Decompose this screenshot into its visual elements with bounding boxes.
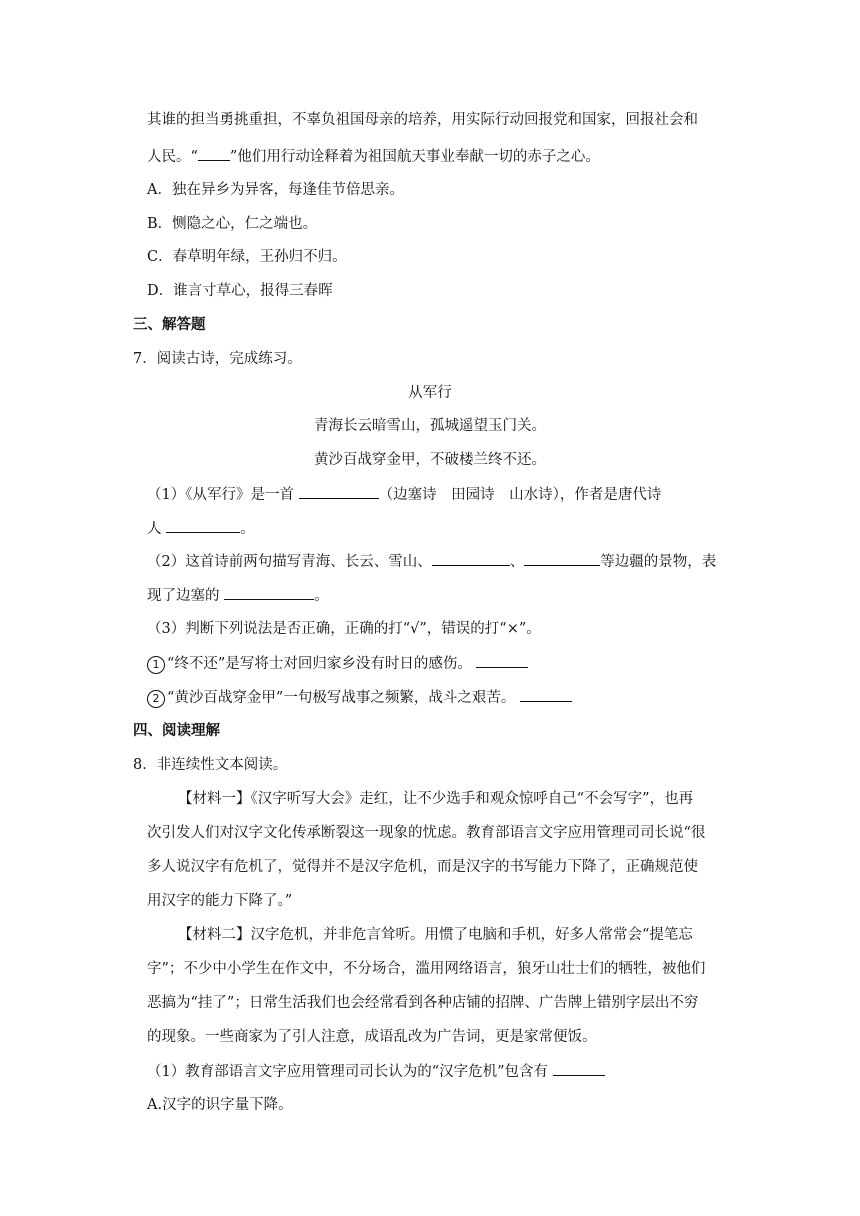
q6-line2 (147, 146, 600, 167)
section4-title: 四、阅读理解 (133, 723, 220, 739)
q7-part1-text-a: （1）《从军行》是一首 (147, 487, 299, 503)
material2-line3: 恶搞为“挂了”；日常生活我们也会经常看到各种店铺的招牌、广告牌上错别字层出不穷 (147, 995, 699, 1011)
judge-item-2 (147, 687, 572, 708)
q7-part2-line2 (147, 585, 329, 606)
q7-part2-line1 (147, 551, 716, 572)
material1-line2: 次引发人们对汉字文化传承断裂这一现象的忧虑。教育部语言文字应用管理司司长说“很 (147, 825, 706, 841)
q6-option-a[interactable]: A．独在异乡为异客，每逢佳节倍思亲。 (147, 182, 404, 198)
q6-line2-end: ”他们用行动诠释着为祖国航天事业奉献一切的赤子之心。 (229, 149, 600, 165)
q7-part2-text-a: （2）这首诗前两句描写青海、长云、雪山、 (147, 554, 432, 570)
q6-option-d[interactable]: D．谁言寸草心，报得三春晖 (147, 283, 333, 299)
q7-part1-line1 (147, 484, 661, 505)
q7-part1-text-c: 人 (147, 521, 167, 537)
material1-line4: 用汉字的能力下降了。” (147, 893, 293, 909)
q8-sub1-blank[interactable] (553, 1061, 605, 1076)
author-blank[interactable] (166, 518, 240, 533)
q8-sub1-text: （1）教育部语言文字应用管理司司长认为的“汉字危机”包含有 (147, 1064, 553, 1080)
q7-part2-text-d: 现了边塞的 (147, 588, 225, 604)
q7-part3-stem: （3）判断下列说法是否正确，正确的打“√”，错误的打“×”。 (147, 621, 541, 637)
judge-item-1 (147, 653, 528, 674)
q6-option-b[interactable]: B．恻隐之心，仁之端也。 (147, 216, 318, 232)
q7-part1-line2 (147, 518, 255, 539)
scenery-blank-2[interactable] (524, 551, 600, 566)
judge-blank-2[interactable] (520, 687, 572, 702)
q6-answer-blank[interactable] (198, 146, 230, 161)
q8-sub1 (147, 1061, 605, 1082)
judge-item-1-text: “终不还”是写将士对回归家乡没有时日的感伤。 (167, 656, 477, 672)
poem-line1: 青海长云暗雪山，孤城遥望玉门关。 (314, 418, 546, 434)
q6-line2-start: 人民。“ (147, 149, 198, 165)
q7-part1-text-b: （边塞诗 田园诗 山水诗），作者是唐代诗 (378, 487, 662, 503)
judge-item-2-text: “黄沙百战穿金甲”一句极写战事之频繁，战斗之艰苦。 (167, 690, 520, 706)
q7-part1-text-d: 。 (240, 521, 255, 537)
material2-line2: 字”；不少中小学生在作文中，不分场合，滥用网络语言，狼牙山壮士们的牺牲，被他们 (147, 961, 706, 977)
judge-blank-1[interactable] (476, 653, 528, 668)
q7-part2-text-c: 等边疆的景物，表 (600, 554, 717, 570)
section3-title: 三、解答题 (133, 317, 206, 333)
frontier-blank[interactable] (224, 585, 314, 600)
material1-line3: 多人说汉字有危机了，觉得并不是汉字危机，而是汉字的书写能力下降了，正确规范使 (147, 859, 698, 875)
q6-option-c[interactable]: C．春草明年绿，王孙归不归。 (147, 249, 347, 265)
poem-line2: 黄沙百战穿金甲，不破楼兰终不还。 (314, 452, 546, 468)
q7-part2-text-b: 、 (509, 554, 525, 570)
q7-part2-text-e: 。 (314, 588, 329, 604)
circled-number-2: 2 (147, 690, 165, 708)
poem-title: 从军行 (408, 385, 452, 401)
q8-option-a[interactable]: A.汉字的识字量下降。 (147, 1097, 293, 1113)
scenery-blank-1[interactable] (432, 551, 510, 566)
material2-line1: 【材料二】汉字危机，并非危言耸听。用惯了电脑和手机，好多人常常会“提笔忘 (178, 927, 693, 943)
q6-line1: 其谁的担当勇挑重担，不辜负祖国母亲的培养，用实际行动回报党和国家，回报社会和 (147, 112, 698, 128)
material1-line1: 【材料一】《汉字听写大会》走红，让不少选手和观众惊呼自己“不会写字”，也再 (178, 791, 694, 807)
q8-stem: 8．非连续性文本阅读。 (133, 757, 288, 773)
poem-type-blank[interactable] (299, 484, 379, 499)
circled-number-1: 1 (147, 656, 165, 674)
q7-stem: 7．阅读古诗，完成练习。 (133, 351, 302, 367)
material2-line4: 的现象。一些商家为了引人注意，成语乱改为广告词，更是家常便饭。 (147, 1029, 597, 1045)
